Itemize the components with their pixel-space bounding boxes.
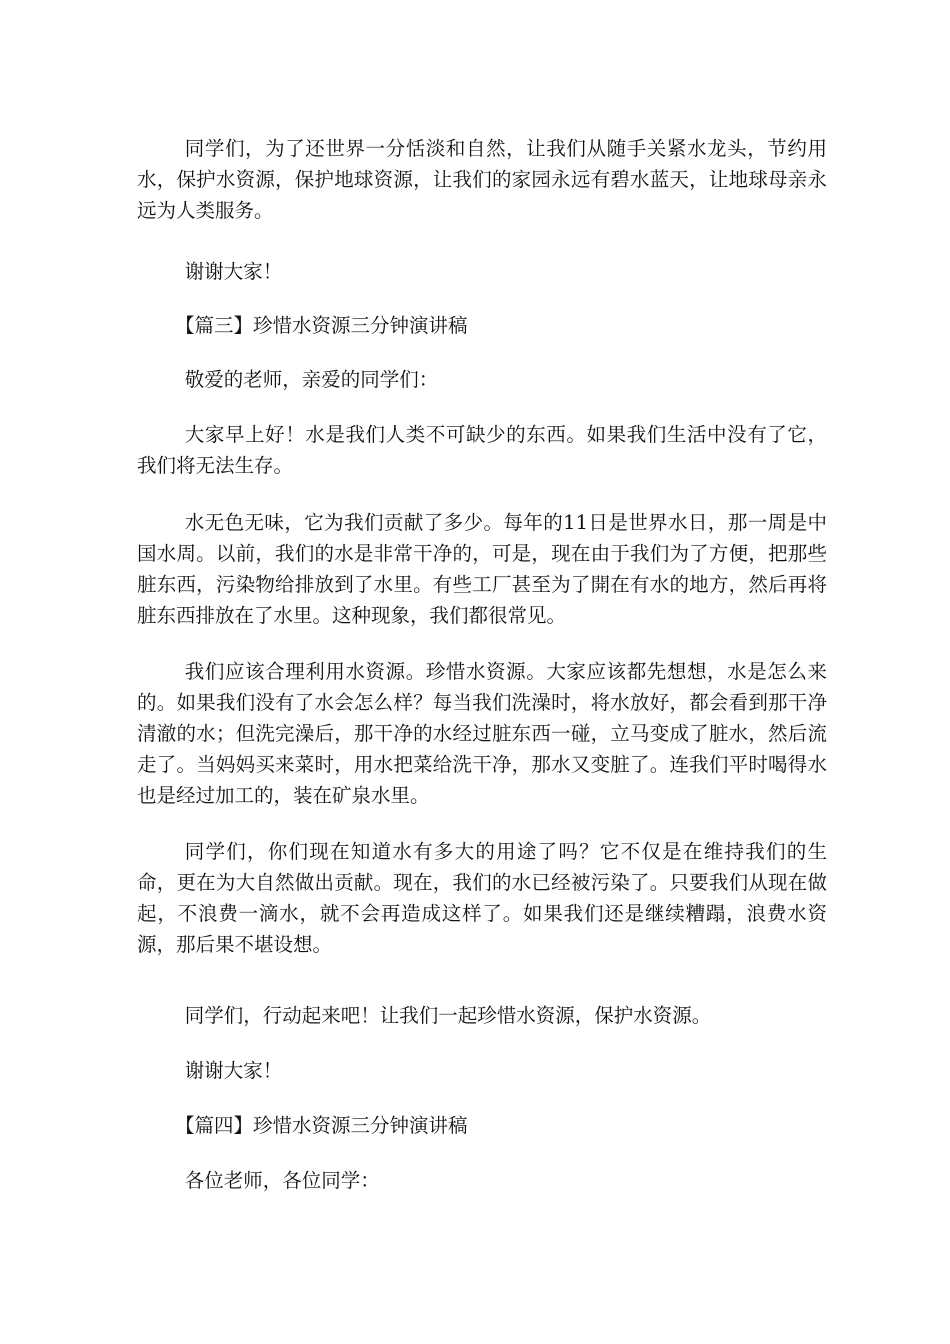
paragraph-greeting-3: 敬爱的老师，亲爱的同学们： [184,368,439,391]
section-heading-3: 【篇三】珍惜水资源三分钟演讲稿 [175,314,468,337]
paragraph-water-uses: 同学们，你们现在知道水有多大的用途了吗？它不仅是在维持我们的生命，更在为大自然做出贡献。现在，我们的水已经被污染了。只要我们从现在做起，不浪费一滴水，就不会再造成这样了。如果我们还是继续糟蹋，浪费水资源，那后果不堪设想。 [137,840,827,956]
section-heading-4: 【篇四】珍惜水资源三分钟演讲稿 [175,1114,468,1137]
paragraph-thanks-1: 谢谢大家！ [184,260,283,283]
paragraph-call-to-action: 同学们，行动起来吧！让我们一起珍惜水资源，保护水资源。 [184,1004,712,1027]
paragraph-use-water-wisely: 我们应该合理利用水资源。珍惜水资源。大家应该都先想想，水是怎么来的。如果我们没有了水会怎么样？每当我们洗澡时，将水放好，都会看到那干净清澈的水；但洗完澡后，那干净的水经过脏东西一碰，立马变成了脏水，然后流走了。当妈妈买来菜时，用水把菜给洗干净，那水又变脏了。连我们平时喝得水也是经过加工的，装在矿泉水里。 [137,660,827,807]
paragraph-good-morning: 大家早上好！水是我们人类不可缺少的东西。如果我们生活中没有了它，我们将无法生存。 [137,423,827,477]
paragraph-water-day: 水无色无味，它为我们贡献了多少。每年的11日是世界水日，那一周是中国水周。以前，我们的水是非常干净的，可是，现在由于我们为了方便，把那些脏东西，污染物给排放到了水里。有些工厂甚至为了開在有水的地方，然后再将脏东西排放在了水里。这种现象，我们都很常见。 [137,511,827,627]
paragraph-thanks-2: 谢谢大家！ [184,1059,283,1082]
paragraph-closing-appeal: 同学们，为了还世界一分恬淡和自然，让我们从随手关紧水龙头，节约用水，保护水资源，保护地球资源，让我们的家园永远有碧水蓝天，让地球母亲永远为人类服务。 [137,137,827,222]
paragraph-greeting-4: 各位老师，各位同学： [184,1169,380,1192]
